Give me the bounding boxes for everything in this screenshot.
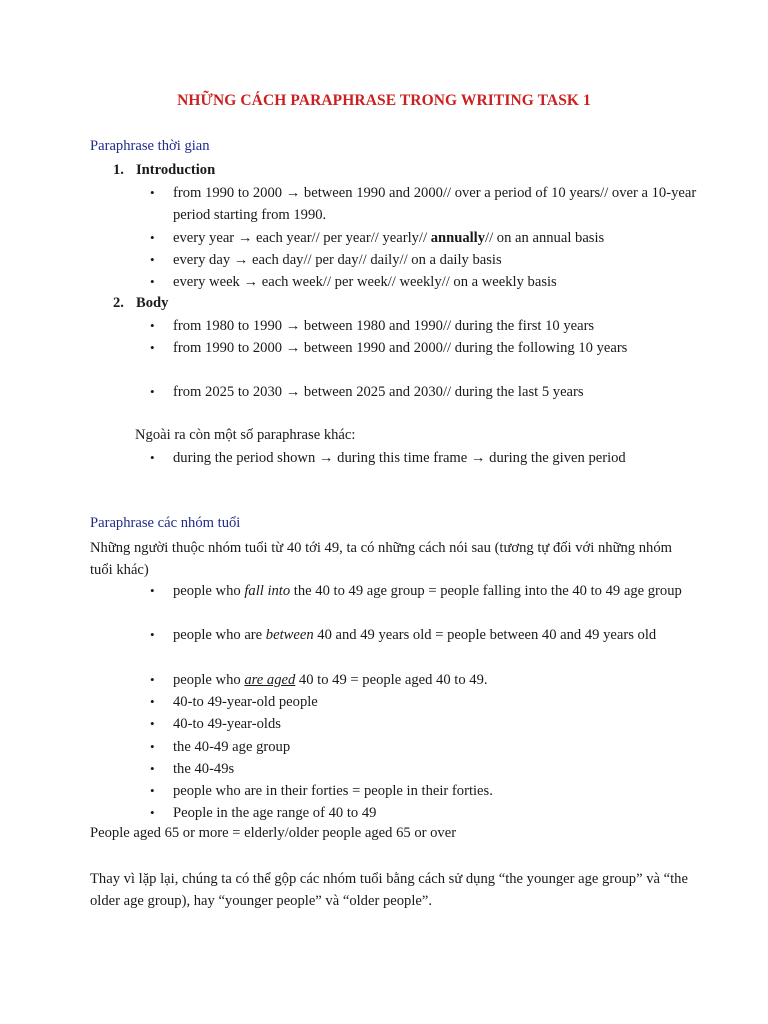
subheading-label: Introduction: [136, 162, 216, 178]
document-title: NHỮNG CÁCH PARAPHRASE TRONG WRITING TASK 1: [177, 92, 591, 109]
list-item: • from 1990 to 2000 → between 1990 and 2000// over a period of 10 years// over a 10-year period starting from 1990.: [150, 182, 710, 226]
bullet-icon: •: [150, 672, 155, 687]
list-item: • the 40-49 age group: [150, 736, 710, 758]
subheading-number: 2.: [113, 295, 124, 311]
bullet-icon: •: [150, 274, 155, 289]
bullet-icon: •: [150, 384, 155, 399]
emphasis-italic: between: [265, 627, 314, 643]
subheading-label: Body: [136, 295, 169, 311]
paragraph-age-intro: Những người thuộc nhóm tuổi từ 40 tới 49, ta có những cách nói sau (tương tự đối với những nhóm tuổi khác): [90, 540, 672, 578]
bullet-icon: •: [150, 805, 155, 820]
bullet-icon: •: [150, 185, 155, 200]
section-heading-time: Paraphrase thời gian: [90, 138, 210, 154]
emphasis-italic-underline: are aged: [244, 672, 296, 688]
bullet-icon: •: [150, 739, 155, 754]
subheading-number: 1.: [113, 162, 124, 178]
list-item: • every week → each week// per week// weekly// on a weekly basis: [150, 271, 710, 293]
bullet-icon: •: [150, 450, 155, 465]
list-item: • every day → each day// per day// daily// on a daily basis: [150, 249, 710, 271]
list-item: • during the period shown → during this time frame → during the given period: [150, 447, 710, 469]
list-item: • 40-to 49-year-olds: [150, 713, 710, 735]
list-item: • from 1980 to 1990 → between 1980 and 1990// during the first 10 years: [150, 315, 710, 337]
subheading-body: [113, 295, 168, 312]
paragraph-elderly: People aged 65 or more = elderly/older people aged 65 or over: [90, 825, 457, 841]
bullet-icon: •: [150, 783, 155, 798]
section-heading-age: Paraphrase các nhóm tuổi: [90, 515, 241, 531]
list-item: • people who are between 40 and 49 years old = people between 40 and 49 years old: [150, 624, 710, 646]
list-item: • People in the age range of 40 to 49: [150, 802, 710, 824]
list-item: • from 1990 to 2000 → between 1990 and 2000// during the following 10 years: [150, 337, 710, 359]
bullet-icon: •: [150, 761, 155, 776]
emphasis-bold: annually: [430, 230, 486, 246]
list-item: • people who are aged 40 to 49 = people aged 40 to 49.: [150, 669, 710, 691]
bullet-icon: •: [150, 230, 155, 245]
list-item: • every year → each year// per year// yearly// annually// on an annual basis: [150, 227, 710, 249]
emphasis-italic: fall into: [244, 583, 291, 599]
bullet-icon: •: [150, 318, 155, 333]
bullet-icon: •: [150, 583, 155, 598]
paragraph-other-intro: Ngoài ra còn một số paraphrase khác:: [135, 427, 356, 443]
bullet-icon: •: [150, 694, 155, 709]
bullet-icon: •: [150, 716, 155, 731]
paragraph-closing: Thay vì lặp lại, chúng ta có thể gộp các nhóm tuổi bằng cách sử dụng “the younger age group” và “the older age group), hay “younger people” và “older people”.: [90, 871, 688, 909]
list-item: • the 40-49s: [150, 758, 710, 780]
bullet-icon: •: [150, 627, 155, 642]
list-item: • people who are in their forties = people in their forties.: [150, 780, 710, 802]
list-item: • 40-to 49-year-old people: [150, 691, 710, 713]
subheading-introduction: [113, 162, 215, 179]
list-item: • people who fall into the 40 to 49 age group = people falling into the 40 to 49 age group: [150, 580, 710, 602]
bullet-icon: •: [150, 340, 155, 355]
list-item: • from 2025 to 2030 → between 2025 and 2030// during the last 5 years: [150, 381, 710, 403]
bullet-icon: •: [150, 252, 155, 267]
